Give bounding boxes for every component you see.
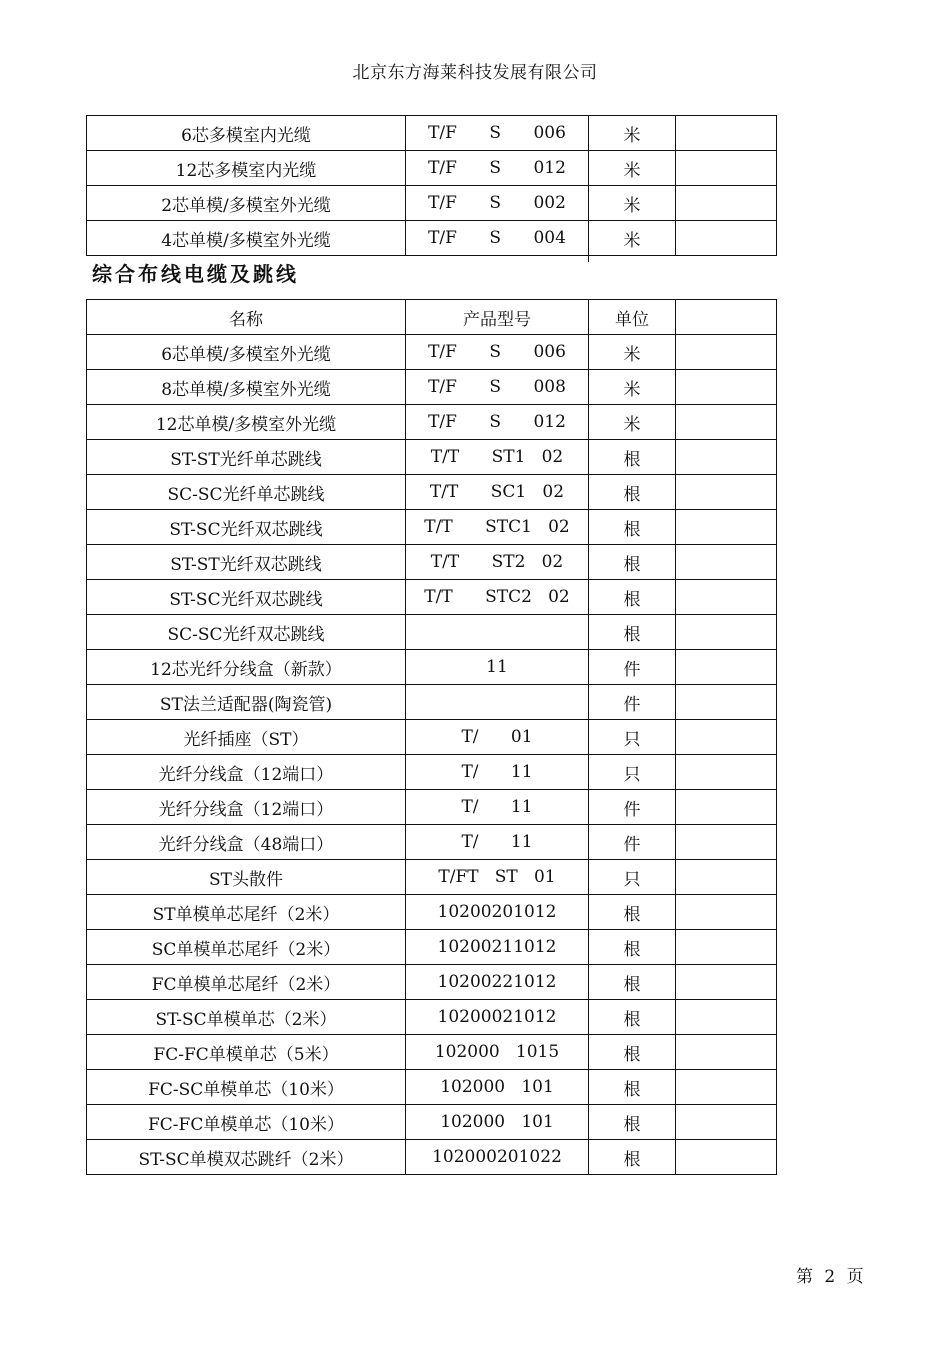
cell-name: ST-ST光纤双芯跳线 (87, 545, 406, 580)
table-row (87, 1000, 777, 1035)
cell-unit: 米 (589, 186, 676, 221)
table-row (87, 615, 777, 650)
cell-name: 12芯光纤分线盒（新款） (87, 650, 406, 685)
company-header: 北京东方海莱科技发展有限公司 (352, 63, 598, 83)
cell-unit: 米 (589, 335, 676, 370)
cell-unit: 根 (589, 930, 676, 965)
cell-unit: 根 (589, 1070, 676, 1105)
cell-unit: 只 (589, 860, 676, 895)
cell-extra (676, 116, 777, 151)
cell-name: 光纤分线盒（12端口） (87, 755, 406, 790)
cell-model: T/T ST2 02 (406, 545, 589, 580)
cell-extra (676, 1035, 777, 1070)
table-row (87, 335, 777, 370)
cell-name: SC单模单芯尾纤（2米） (87, 930, 406, 965)
cell-extra (676, 545, 777, 580)
cell-model (406, 615, 589, 650)
cell-unit: 件 (589, 685, 676, 720)
cell-name: ST-ST光纤单芯跳线 (87, 440, 406, 475)
cell-unit: 件 (589, 790, 676, 825)
table-row (87, 475, 777, 510)
cell-extra (676, 335, 777, 370)
cell-model: 10200021012 (406, 1000, 589, 1035)
cell-model: 10200211012 (406, 930, 589, 965)
cell-unit: 根 (589, 475, 676, 510)
header-extra (676, 300, 777, 335)
cell-extra (676, 965, 777, 1000)
cell-unit: 根 (589, 580, 676, 615)
cell-extra (676, 370, 777, 405)
table-row (87, 860, 777, 895)
cell-name: SC-SC光纤双芯跳线 (87, 615, 406, 650)
cell-model: T/F S 012 (406, 151, 589, 186)
cell-extra (676, 650, 777, 685)
cell-model: T/T STC1 02 (406, 510, 589, 545)
cell-model: 11 (406, 650, 589, 685)
cell-unit: 根 (589, 440, 676, 475)
cell-unit: 件 (589, 825, 676, 860)
cell-extra (676, 475, 777, 510)
cell-extra (676, 1000, 777, 1035)
header-unit: 单位 (589, 300, 676, 335)
cell-model: T/FT ST 01 (406, 860, 589, 895)
cell-name: FC-FC单模单芯（10米） (87, 1105, 406, 1140)
cell-extra (676, 790, 777, 825)
table-row (87, 895, 777, 930)
cell-name: 2芯单模/多模室外光缆 (87, 186, 406, 221)
cell-name: 光纤分线盒（48端口） (87, 825, 406, 860)
cell-extra (676, 510, 777, 545)
cell-model: T/T STC2 02 (406, 580, 589, 615)
cell-name: FC单模单芯尾纤（2米） (87, 965, 406, 1000)
cell-name: 12芯多模室内光缆 (87, 151, 406, 186)
cell-model: T/ 11 (406, 825, 589, 860)
cell-model: T/F S 012 (406, 405, 589, 440)
cell-name: ST-SC单模双芯跳纤（2米） (87, 1140, 406, 1175)
cell-extra (676, 1140, 777, 1175)
cell-model: 10200201012 (406, 895, 589, 930)
cell-unit: 件 (589, 650, 676, 685)
table-row (87, 405, 777, 440)
table-row (87, 151, 777, 186)
table-row (87, 965, 777, 1000)
table-row (87, 186, 777, 221)
table-row (87, 825, 777, 860)
cell-model: 102000 101 (406, 1105, 589, 1140)
cell-unit: 米 (589, 151, 676, 186)
cell-unit: 米 (589, 370, 676, 405)
table-row (87, 685, 777, 720)
cell-name: 6芯多模室内光缆 (87, 116, 406, 151)
cell-model: 102000201022 (406, 1140, 589, 1175)
section-title: 综合布线电缆及跳线 (92, 262, 299, 286)
cell-unit: 根 (589, 615, 676, 650)
cell-unit: 只 (589, 720, 676, 755)
cell-name: SC-SC光纤单芯跳线 (87, 475, 406, 510)
table-row (87, 1070, 777, 1105)
table-row (87, 720, 777, 755)
cell-unit: 米 (589, 221, 676, 256)
cell-unit: 根 (589, 1035, 676, 1070)
cell-extra (676, 221, 777, 256)
header-model: 产品型号 (406, 300, 589, 335)
cell-name: 8芯单模/多模室外光缆 (87, 370, 406, 405)
cell-extra (676, 580, 777, 615)
cell-model: 10200221012 (406, 965, 589, 1000)
cell-model: 102000 101 (406, 1070, 589, 1105)
cell-name: 光纤分线盒（12端口） (87, 790, 406, 825)
top-product-table (86, 115, 777, 256)
cell-model: T/ 11 (406, 755, 589, 790)
table-row (87, 221, 777, 256)
table-header-row (87, 300, 777, 335)
cell-extra (676, 895, 777, 930)
cell-extra (676, 755, 777, 790)
table-row (87, 650, 777, 685)
cell-extra (676, 151, 777, 186)
cell-extra (676, 440, 777, 475)
cell-model (406, 685, 589, 720)
cell-name: ST-SC光纤双芯跳线 (87, 510, 406, 545)
cell-model: T/ 01 (406, 720, 589, 755)
cell-extra (676, 405, 777, 440)
cell-extra (676, 685, 777, 720)
cell-model: T/ 11 (406, 790, 589, 825)
cell-name: FC-FC单模单芯（5米） (87, 1035, 406, 1070)
cell-model: T/T ST1 02 (406, 440, 589, 475)
main-product-table (86, 299, 777, 1175)
cell-name: ST法兰适配器(陶瓷管) (87, 685, 406, 720)
model-column-overflow-line (588, 116, 589, 262)
cell-extra (676, 930, 777, 965)
cell-extra (676, 186, 777, 221)
cell-model: 102000 1015 (406, 1035, 589, 1070)
cell-unit: 根 (589, 965, 676, 1000)
cell-model: T/F S 008 (406, 370, 589, 405)
table-row (87, 580, 777, 615)
cell-extra (676, 615, 777, 650)
cell-unit: 根 (589, 1000, 676, 1035)
cell-extra (676, 1105, 777, 1140)
table-row (87, 545, 777, 580)
cell-name: ST头散件 (87, 860, 406, 895)
cell-extra (676, 825, 777, 860)
cell-extra (676, 720, 777, 755)
cell-model: T/F S 002 (406, 186, 589, 221)
table-row (87, 440, 777, 475)
cell-name: 6芯单模/多模室外光缆 (87, 335, 406, 370)
table-row (87, 1105, 777, 1140)
cell-unit: 米 (589, 405, 676, 440)
cell-unit: 只 (589, 755, 676, 790)
cell-unit: 根 (589, 545, 676, 580)
cell-name: 光纤插座（ST） (87, 720, 406, 755)
cell-unit: 米 (589, 116, 676, 151)
header-name: 名称 (87, 300, 406, 335)
cell-name: ST-SC单模单芯（2米） (87, 1000, 406, 1035)
table-row (87, 790, 777, 825)
cell-unit: 根 (589, 510, 676, 545)
cell-extra (676, 860, 777, 895)
cell-name: 12芯单模/多模室外光缆 (87, 405, 406, 440)
cell-extra (676, 1070, 777, 1105)
table-row (87, 755, 777, 790)
table-row (87, 930, 777, 965)
table-row (87, 510, 777, 545)
cell-name: 4芯单模/多模室外光缆 (87, 221, 406, 256)
cell-name: ST单模单芯尾纤（2米） (87, 895, 406, 930)
table-row (87, 1035, 777, 1070)
cell-unit: 根 (589, 1105, 676, 1140)
cell-model: T/F S 006 (406, 335, 589, 370)
cell-model: T/F S 004 (406, 221, 589, 256)
table-row (87, 116, 777, 151)
page-number: 第 2 页 (796, 1267, 864, 1287)
cell-unit: 根 (589, 895, 676, 930)
cell-model: T/F S 006 (406, 116, 589, 151)
table-row (87, 370, 777, 405)
table-row (87, 1140, 777, 1175)
cell-name: FC-SC单模单芯（10米） (87, 1070, 406, 1105)
cell-name: ST-SC光纤双芯跳线 (87, 580, 406, 615)
cell-model: T/T SC1 02 (406, 475, 589, 510)
cell-unit: 根 (589, 1140, 676, 1175)
